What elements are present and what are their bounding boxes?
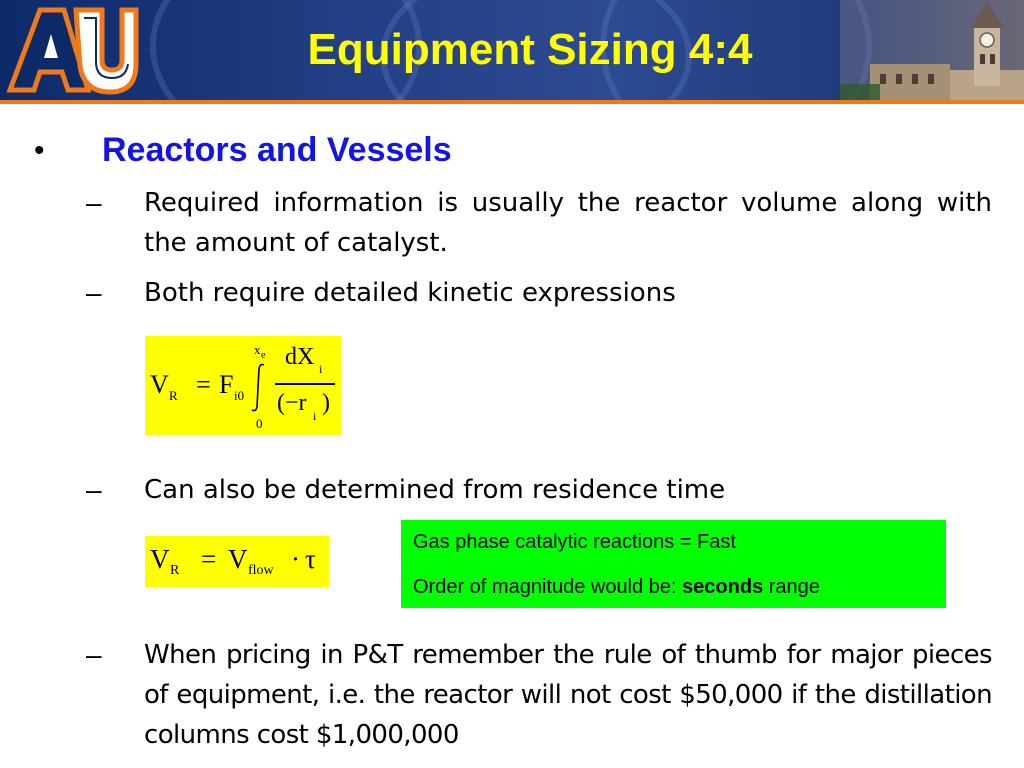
- dash-icon: –: [86, 277, 102, 308]
- section-heading: Reactors and Vessels: [102, 131, 452, 169]
- fraction-denominator-sub: i: [313, 409, 317, 423]
- dash-icon: –: [86, 639, 102, 670]
- integral-equation-box: [145, 336, 341, 435]
- residence-time-equation-box: [145, 536, 329, 587]
- fraction-denominator: (−r: [277, 390, 307, 416]
- fraction-numerator-sub: i: [319, 362, 323, 376]
- list-item: Both require detailed kinetic expressions: [144, 278, 676, 308]
- list-item: Can also be determined from residence time: [144, 475, 726, 505]
- fraction-bar: [275, 383, 335, 385]
- callout-line-2-bold: seconds: [682, 576, 764, 598]
- clock-tower-icon: [840, 0, 1024, 100]
- callout-line-2-prefix: Order of magnitude would be:: [413, 576, 683, 598]
- equation-lhs: V: [150, 544, 170, 574]
- integral-upper-limit: x: [254, 342, 261, 357]
- integral-upper-limit-sub: e: [261, 350, 266, 361]
- equation-rhs-sub: flow: [248, 563, 274, 578]
- equation-lhs-sub: R: [170, 563, 180, 578]
- dash-icon: –: [86, 187, 102, 218]
- header-banner: [0, 0, 1024, 104]
- callout-line-1: Gas phase catalytic reactions = Fast: [413, 531, 736, 553]
- integral-sign-icon: [251, 362, 267, 412]
- bullet-icon: •: [34, 134, 45, 167]
- list-item: Required information is usually the reactor volume along with the amount of catalyst.: [144, 188, 992, 258]
- equation-equals: =: [196, 370, 211, 399]
- equation-lhs-sub: R: [169, 388, 178, 403]
- banner-stripe: [0, 100, 1024, 104]
- equation-coef: F: [219, 370, 234, 399]
- equation-equals: =: [201, 544, 217, 574]
- equation-rhs: V: [228, 544, 248, 574]
- dash-icon: –: [86, 474, 102, 505]
- callout-line-2-suffix: range: [763, 576, 820, 598]
- note-callout: [401, 520, 946, 608]
- fraction-numerator: dX: [285, 344, 315, 370]
- equation-tau: τ: [305, 544, 316, 574]
- equation-lhs: V: [150, 370, 169, 399]
- fraction-denominator-close: ): [322, 390, 330, 416]
- integral-lower-limit: 0: [256, 416, 263, 431]
- au-logo-icon: [6, 4, 140, 96]
- page-title: Equipment Sizing 4:4: [307, 25, 753, 74]
- list-item: When pricing in P&T remember the rule of thumb for major pieces of equipment, i.e. the reactor will not cost $50,000 if the distillation columns cost $1,000,000: [144, 640, 992, 750]
- equation-coef-sub: i0: [234, 388, 245, 403]
- equation-dot: ·: [291, 544, 300, 574]
- callout-line-2: [413, 576, 820, 599]
